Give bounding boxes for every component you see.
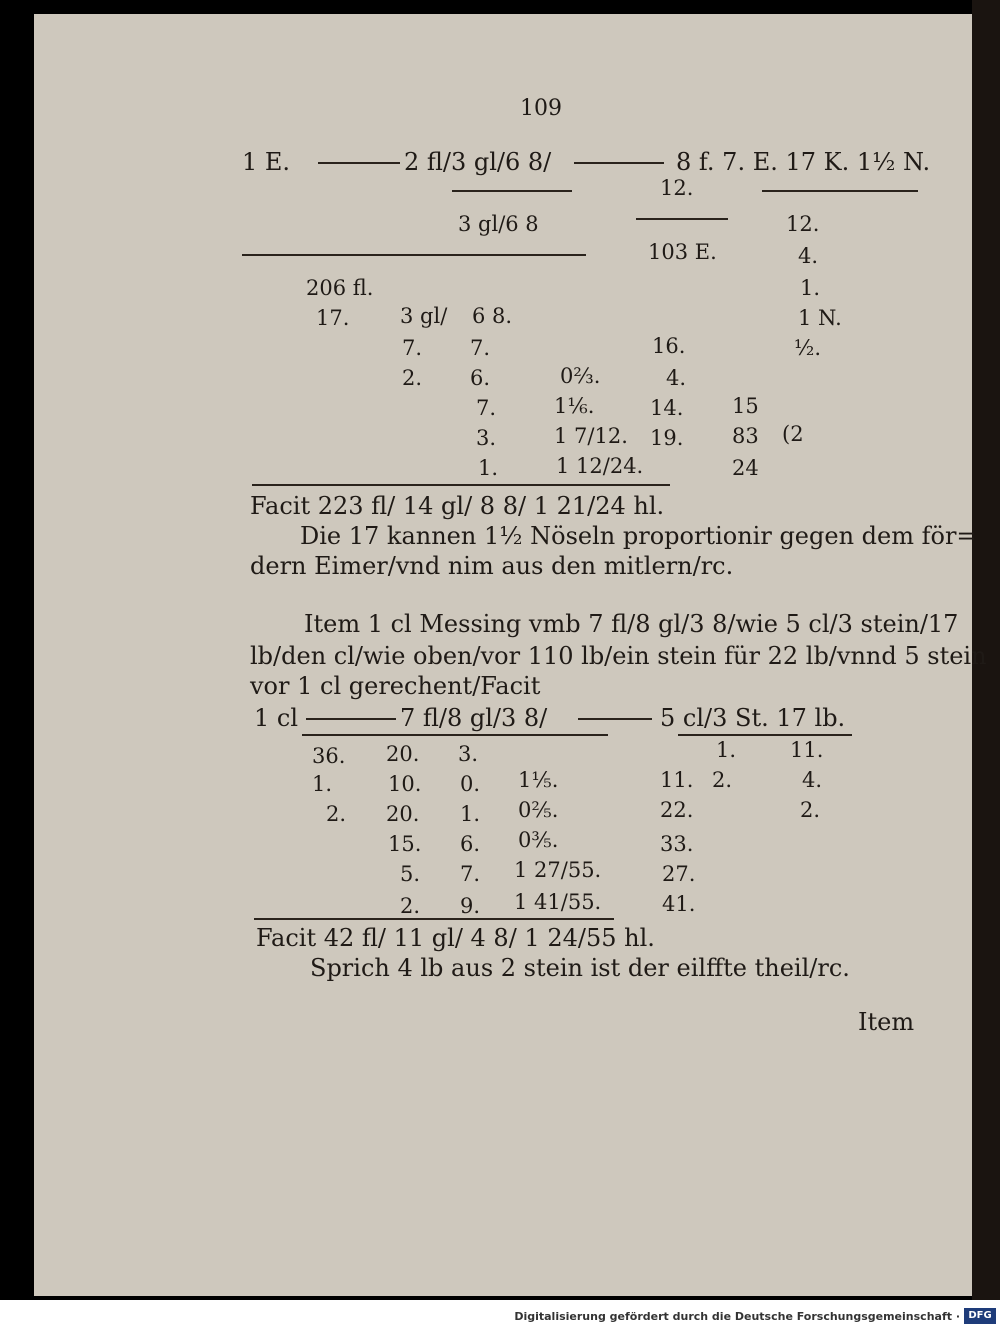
b2-cell: 22. [660,798,694,822]
b2-cell: 11. [660,768,694,792]
b2-cell: 1. [460,802,481,826]
rule [574,162,664,164]
b1-cell: 17. [316,306,350,330]
b2-cell: 5. [400,862,421,886]
b2-cell: 2. [712,768,733,792]
b1-cell: 7. [470,336,491,360]
b2-cell: 7. [460,862,481,886]
b1-row2-col-b: 12. [786,212,820,236]
rule [252,484,670,486]
b2-cell: 20. [386,742,420,766]
b2-cell: 6. [460,832,481,856]
b2-cell: 41. [662,892,696,916]
b1-cell: 0⅔. [560,364,601,388]
rule [302,734,608,736]
b2-cell: 20. [386,802,420,826]
rule [318,162,400,164]
b1-cell: 1⅙. [554,394,595,418]
b2-cell: 4. [802,768,823,792]
para1-line-2: dern Eimer/vnd nim aus den mitlern/rc. [250,552,734,580]
b1-cell: 206 fl. [306,276,374,300]
page-number: 109 [520,96,562,121]
b1-row3-col-b: 4. [798,244,819,268]
b1-cell: ½. [794,336,822,360]
b2-cell: 0⅗. [518,828,559,852]
b1-cell: 1. [478,456,499,480]
b1-header-right: 8 f. 7. E. 17 K. 1½ N. [676,148,931,176]
b1-cell: 7. [402,336,423,360]
b2-cell: 0⅖. [518,798,559,822]
b2-cell: 2. [800,798,821,822]
b1-cell: 1 12/24. [556,454,644,478]
b2-cell: 2. [400,894,421,918]
b2-cell: 3. [458,742,479,766]
para2-line-1: Item 1 cl Messing vmb 7 fl/8 gl/3 8/wie 5 cl/3 stein/17 [304,610,959,638]
b1-cell: 6. [470,366,491,390]
para2-line-2: lb/den cl/wie oben/vor 110 lb/ein stein für 22 lb/vnnd 5 stein [250,642,987,670]
rule [578,718,652,720]
b1-cell: 1. [800,276,821,300]
b2-cell: 1. [716,738,737,762]
b1-cell: 19. [650,426,684,450]
b2-cell: 1 27/55. [514,858,602,882]
b2-cell: 1 41/55. [514,890,602,914]
b1-cell: 15 [732,394,759,418]
b2-cell: 2. [326,802,347,826]
b1-row3-col-a: 103 E. [648,240,717,264]
rule [636,218,728,220]
b1-cell: (2 [782,422,804,446]
b2-header-right: 5 cl/3 St. 17 lb. [660,704,846,732]
b1-row2-under-middle: 3 gl/6 8 [458,212,539,236]
b2-cell: 36. [312,744,346,768]
b1-cell: 1 7/12. [554,424,628,448]
b1-cell: 83 [732,424,759,448]
rule [306,718,396,720]
b2-header-middle: 7 fl/8 gl/3 8/ [400,704,548,732]
rule [678,734,852,736]
b1-cell: 16. [652,334,686,358]
catchword: Item [858,1008,915,1036]
dfg-logo-icon: DFG [964,1308,996,1324]
b2-cell: 33. [660,832,694,856]
b2-cell: 9. [460,894,481,918]
b1-cell: 3 gl/ [400,304,448,328]
b2-cell: 11. [790,738,824,762]
b2-cell: 1. [312,772,333,796]
b1-cell: 14. [650,396,684,420]
b2-facit: Facit 42 fl/ 11 gl/ 4 8/ 1 24/55 hl. [256,924,655,952]
b1-row2-col-a: 12. [660,176,694,200]
rule [762,190,918,192]
b1-cell: 2. [402,366,423,390]
b1-cell: 24 [732,456,759,480]
para1-line-1: Die 17 kannen 1½ Nöseln proportionir gegen dem för= [300,522,977,550]
b2-cell: 0. [460,772,481,796]
b2-header-left: 1 cl [254,704,299,732]
b1-cell: 4. [666,366,687,390]
b1-cell: 6 8. [472,304,513,328]
rule [242,254,586,256]
b2-cell: 15. [388,832,422,856]
rule [254,918,614,920]
footer-credit: Digitalisierung gefördert durch die Deutsche Forschungsgemeinschaft · [514,1310,960,1323]
closing-line: Sprich 4 lb aus 2 stein ist der eilffte theil/rc. [310,954,850,982]
b2-cell: 10. [388,772,422,796]
b1-header-left: 1 E. [242,148,291,176]
para2-line-3: vor 1 cl gerechent/Facit [250,672,541,700]
b1-facit: Facit 223 fl/ 14 gl/ 8 8/ 1 21/24 hl. [250,492,665,520]
b2-cell: 27. [662,862,696,886]
b1-header-middle: 2 fl/3 gl/6 8/ [404,148,552,176]
b1-cell: 7. [476,396,497,420]
b1-cell: 1 N. [798,306,842,330]
b2-cell: 1⅕. [518,768,559,792]
rule [452,190,572,192]
b1-cell: 3. [476,426,497,450]
